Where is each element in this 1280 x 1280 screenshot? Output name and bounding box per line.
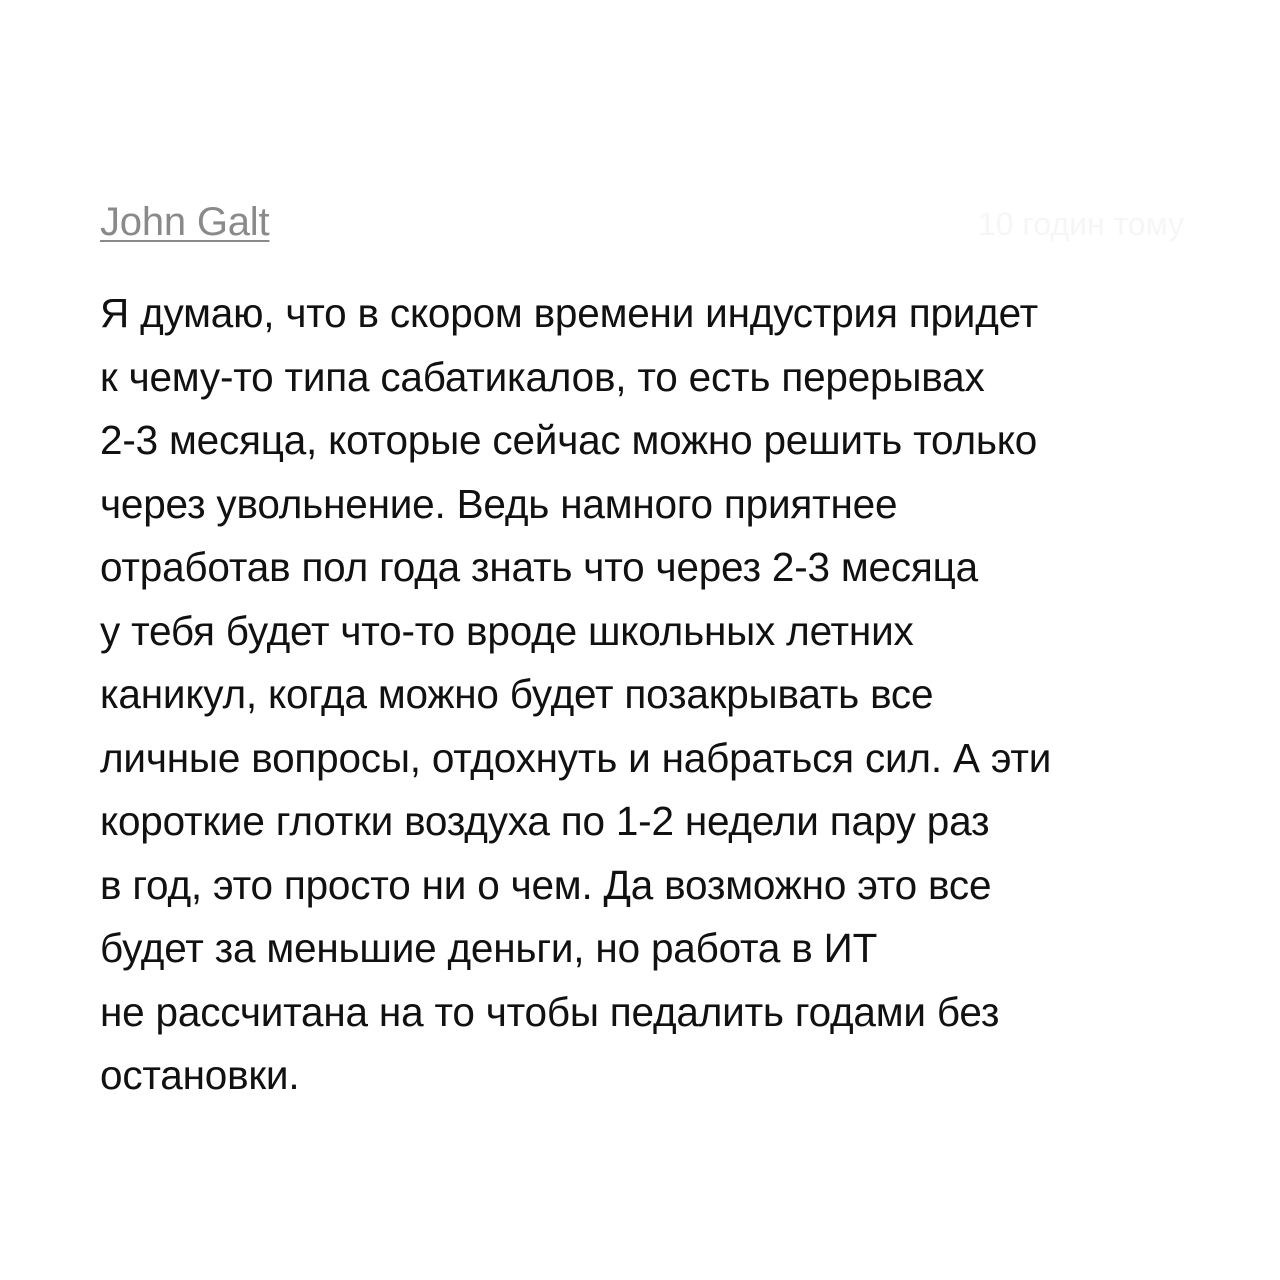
comment-line: короткие глотки воздуха по 1-2 недели пару раз <box>100 798 990 844</box>
comment-card <box>100 196 1184 1108</box>
comment-line: к чему-то типа сабатикалов, то есть перерывах <box>100 353 985 400</box>
comment-line: отработав пол года знать что через 2-3 месяца <box>100 544 978 590</box>
comment-line: каникул, когда можно будет позакрывать все <box>100 671 934 717</box>
comment-line: через увольнение. Ведь намного приятнее <box>100 480 898 527</box>
author-link[interactable]: John Galt <box>100 200 270 244</box>
comment-line: в год, это просто ни о чем. Да возможно это все <box>100 861 992 908</box>
comment-line: у тебя будет что-то вроде школьных летних <box>100 607 914 654</box>
comment-body <box>100 282 1184 1108</box>
comment-line: личные вопросы, отдохнуть и набраться сил. А эти <box>100 734 1052 781</box>
comment-timestamp: 10 годин тому <box>977 206 1184 242</box>
comment-line: 2-3 месяца, которые сейчас можно решить только <box>100 417 1038 463</box>
comment-header <box>100 196 1184 252</box>
comment-line: Я думаю, что в скором времени индустрия придет <box>100 290 1038 336</box>
comment-line: не рассчитана на то чтобы педалить годами без <box>100 988 1000 1035</box>
comment-line: будет за меньшие деньги, но работа в ИТ <box>100 925 878 971</box>
comment-line: остановки. <box>100 1052 300 1098</box>
